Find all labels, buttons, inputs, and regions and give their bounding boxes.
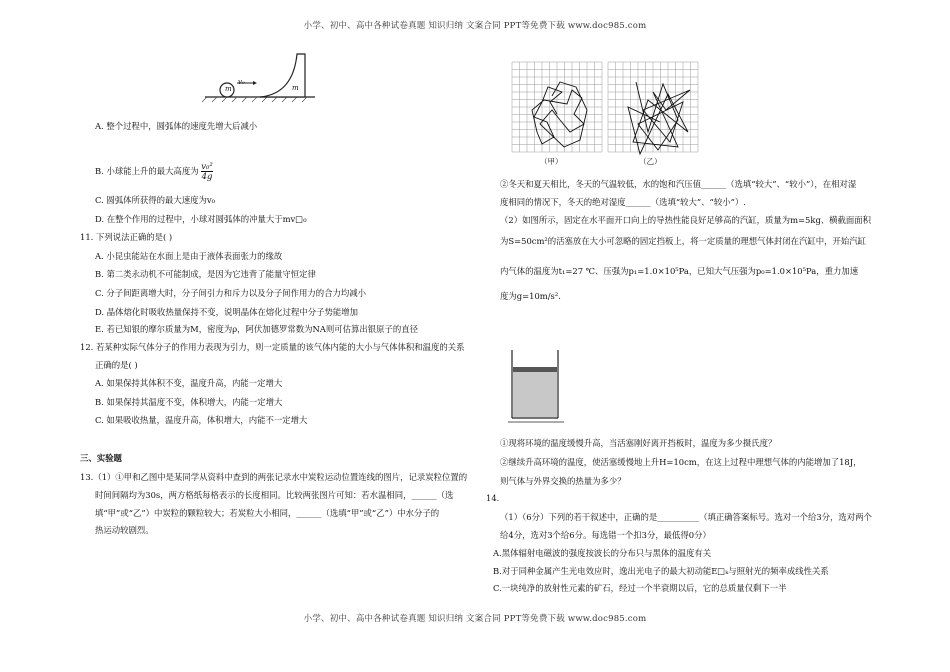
q10-option-d: D. 在整个作用的过程中，小球对圆弧体的冲量大于mv□₀ (95, 214, 307, 224)
cylinder-figure (508, 350, 568, 430)
grid-caption-yi: （乙） (639, 157, 662, 166)
block-label: m (292, 84, 299, 92)
q11-option-a: A. 小昆虫能站在水面上是由于液体表面张力的缘故 (95, 251, 283, 261)
q14-option-b: B.对于同种金属产生光电效应时，逸出光电子的最大初动能E□ₖ与照射光的频率成线性关系 (493, 566, 829, 576)
right-line-3: （2）如图所示，固定在水平面开口向上的导热性能良好足够高的汽缸，质量为m=5kg、横截面面积 (500, 215, 872, 225)
q14-line-1: （1）（6分）下列的若干叙述中，正确的是__________（填正确答案标号。选对一个给3分，选对两个 (500, 512, 872, 522)
q13-line-1: 13.（1）①甲和乙图中是某同学从资料中查到的两张记录水中炭粒运动位置连线的图片，记录炭粒位置的 (80, 472, 468, 482)
right-line-8: ②继续升高环境的温度，使活塞缓慢地上升H=10cm，在这上过程中理想气体的内能增加了18J， (500, 457, 862, 467)
q12-stem-1: 12. 若某种实际气体分子的作用力表现为引力，则一定质量的该气体内能的大小与气体体积和温度的关系 (80, 342, 465, 352)
page-header: 小学、初中、高中各种试卷真题 知识归纳 文案合同 PPT等免费下载 www.doc985.com (303, 21, 647, 31)
q11-option-d: D. 晶体熔化时吸收热量保持不变，说明晶体在熔化过程中分子势能增加 (95, 307, 358, 317)
right-line-1: ②冬天和夏天相比，冬天的气温较低，水的饱和汽压值______（选填“较大”、“较小”），在相对湿 (500, 179, 857, 189)
q12-option-b: B. 如果保持其温度不变，体积增大，内能一定增大 (95, 397, 283, 407)
trajectory-path (628, 82, 690, 154)
right-line-5: 内气体的温度为t₁=27 ℃、压强为p₁=1.0×10⁵Pa，已知大气压强为p₀=1.0×10⁵Pa，重力加速 (500, 266, 859, 276)
q11-option-b: B. 第二类永动机不可能制成，是因为它违背了能量守恒定律 (95, 269, 316, 279)
section-title-experiment: 三、实验题 (80, 453, 122, 463)
right-line-4: 为S=50cm²的活塞放在大小可忽略的固定挡板上，将一定质量的理想气体封闭在汽缸中，开始汽缸 (500, 236, 867, 246)
q12-option-a: A. 如果保持其体积不变，温度升高，内能一定增大 (95, 378, 283, 388)
q12-option-c: C. 如果吸收热量，温度升高，体积增大，内能不一定增大 (95, 415, 308, 425)
q13-line-4: 热运动较剧烈。 (95, 525, 154, 535)
page-footer: 小学、初中、高中各种试卷真题 知识归纳 文案合同 PPT等免费下载 www.doc985.com (303, 614, 647, 624)
ball-block-figure (205, 50, 325, 105)
gas-region (513, 372, 557, 417)
grid-caption-jia: （甲） (540, 157, 563, 166)
right-line-7: ①现将环境的温度缓慢升高，当活塞刚好离开挡板时，温度为多少摄氏度？ (500, 438, 777, 448)
velocity-label: v₀ (238, 78, 245, 86)
right-line-2: 度相同的情况下，冬天的绝对湿度______（选填“较大”、“较小”）. (500, 197, 746, 207)
q10-option-c: C. 圆弧体所获得的最大速度为v₀ (95, 195, 216, 205)
q12-stem-2: 正确的是( ) (95, 360, 138, 370)
q14-option-c: C.一块纯净的放射性元素的矿石，经过一个半衰期以后，它的总质量仅剩下一半 (493, 583, 787, 593)
q14-option-a: A.黑体辐射电磁波的强度按波长的分布只与黑体的温度有关 (493, 548, 712, 558)
brownian-grid-yi (608, 62, 698, 152)
brownian-grid-jia (512, 62, 602, 152)
q10-option-b: B. 小球能上升的最大高度为 $\frac{\text{v₀²}}{4g}$ (95, 161, 213, 181)
q11-stem: 11. 下列说法正确的是( ) (80, 232, 173, 242)
q14-line-2: 给4分，选对3个给6分。每选错一个扣3分，最低得0分） (500, 530, 711, 540)
q14-number: 14. (486, 493, 500, 503)
right-line-6: 度为g=10m/s². (500, 291, 561, 301)
q11-option-c: C. 分子间距离增大时，分子间引力和斥力以及分子间作用力的合力均减小 (95, 288, 367, 298)
q11-option-e: E. 若已知银的摩尔质量为M，密度为ρ，阿伏加德罗常数为NA则可估算出银原子的直径 (95, 324, 419, 334)
q13-line-3: 填“甲”或“乙”）中炭粒的颗粒较大；若炭粒大小相同，______（选填“甲”或“乙”）中水分子的 (95, 508, 440, 518)
q13-line-2: 时间间隔均为30s，两方格纸每格表示的长度相同。比较两张图片可知：若水温相同，______（选 (95, 490, 454, 500)
q10-option-a: A. 整个过程中，圆弧体的速度先增大后减小 (95, 121, 258, 131)
piston (513, 367, 557, 372)
ball-label: m (225, 85, 232, 93)
right-line-9: 则气体与外界交换的热量为多少？ (500, 476, 626, 486)
